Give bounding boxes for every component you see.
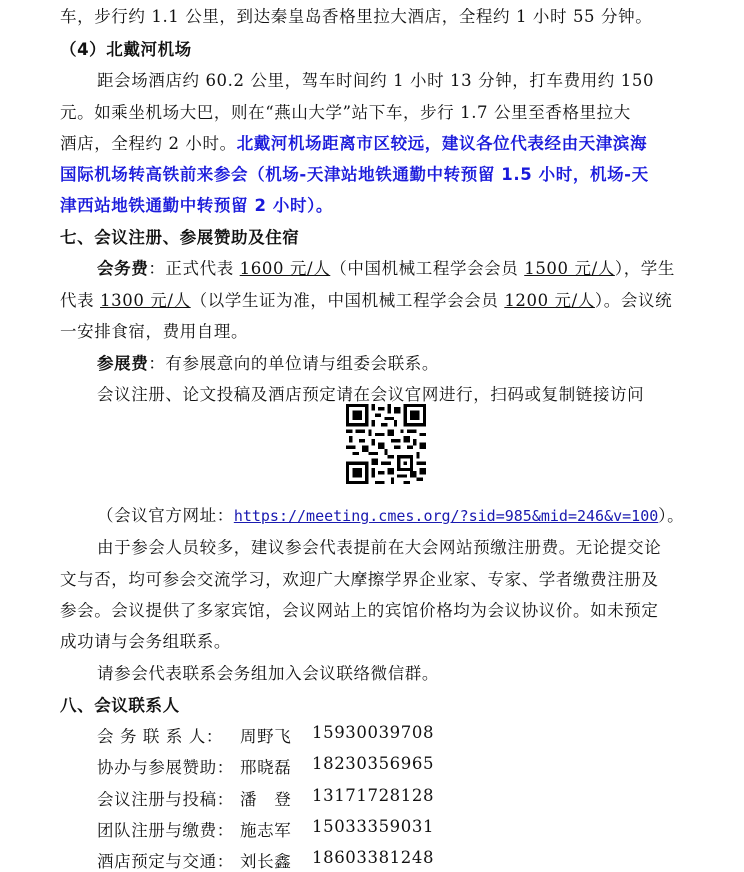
- paragraph-text: 酒店，全程约 2 小时。: [60, 134, 237, 153]
- contact-phone: 13171728128: [312, 786, 435, 805]
- highlighted-advice: 津西站地铁通勤中转预留 2 小时）。: [60, 196, 334, 215]
- contact-name: 邢晓磊: [240, 758, 292, 777]
- website-suffix: ）。: [658, 506, 685, 525]
- paragraph-line: 由于参会人员较多，建议参会代表提前在大会网站预缴注册费。无论提交论: [97, 538, 662, 557]
- fee-text: （以学生证为准，中国机械工程学会会员: [190, 291, 505, 310]
- paragraph-line: 会议注册、论文投稿及酒店预定请在会议官网进行，扫码或复制链接访问: [97, 385, 645, 404]
- paragraph-line: 车，步行约 1.1 公里，到达秦皇岛香格里拉大酒店，全程约 1 小时 55 分钟。: [60, 7, 653, 26]
- fee-amount: 1600 元/人: [239, 259, 331, 278]
- website-prefix: （会议官方网址：: [97, 506, 234, 525]
- paragraph-line: 距会场酒店约 60.2 公里，驾车时间约 1 小时 13 分钟，打车费用约 150: [97, 71, 655, 90]
- paragraph-line: 文与否，均可参会交流学习，欢迎广大摩擦学界企业家、专家、学者缴费注册及: [60, 570, 659, 589]
- contact-name: 施志军: [240, 821, 292, 840]
- fee-text: （中国机械工程学会会员: [330, 259, 525, 278]
- section-heading-8: 八、会议联系人: [60, 696, 180, 715]
- contact-name: 潘 登: [240, 790, 292, 809]
- paragraph-line: 元。如乘坐机场大巴，则在“燕山大学”站下车，步行 1.7 公里至香格里拉大: [60, 103, 631, 122]
- contact-phone: 15033359031: [312, 817, 435, 836]
- contact-role: 团队注册与缴费：: [97, 821, 234, 840]
- contact-phone: 18603381248: [312, 848, 435, 867]
- expo-line: [97, 350, 439, 374]
- contact-role: 会议注册与投稿：: [97, 790, 234, 809]
- expo-text: ：有参展意向的单位请与组委会联系。: [148, 354, 440, 373]
- contact-role: 酒店预定与交通：: [97, 852, 234, 871]
- section-heading-7: 七、会议注册、参展赞助及住宿: [60, 228, 300, 247]
- fee-text: ：正式代表: [148, 259, 240, 278]
- qr-code-icon[interactable]: [346, 404, 426, 484]
- fee-line: [97, 255, 675, 279]
- paragraph-line: [60, 130, 647, 154]
- contact-phone: 18230356965: [312, 754, 435, 773]
- contact-phone: 15930039708: [312, 723, 435, 742]
- fee-text: ）。会议统: [594, 291, 673, 310]
- fee-amount: 1200 元/人: [504, 291, 595, 310]
- contact-role: 会 务 联 系 人：: [97, 727, 223, 746]
- highlighted-advice: 国际机场转高铁前来参会（机场-天津站地铁通勤中转预留 1.5 小时，机场-天: [60, 165, 649, 184]
- highlighted-advice: 北戴河机场距离市区较远，建议各位代表经由天津滨海: [236, 134, 648, 153]
- fee-text: 代表: [60, 291, 101, 310]
- contact-name: 刘长鑫: [240, 852, 292, 871]
- expo-label: 参展费: [97, 354, 149, 373]
- contact-name: 周野飞: [240, 727, 292, 746]
- website-line: [97, 502, 684, 526]
- subheading-beidaihe-airport: （4）北戴河机场: [60, 40, 192, 59]
- fee-label: 会务费: [97, 259, 149, 278]
- paragraph-line: 一安排食宿，费用自理。: [60, 322, 249, 341]
- paragraph-line: 请参会代表联系会务组加入会议联络微信群。: [97, 664, 439, 683]
- contact-role: 协办与参展赞助：: [97, 758, 234, 777]
- fee-line: [60, 287, 672, 311]
- paragraph-line: 参会。会议提供了多家宾馆，会议网站上的宾馆价格均为会议协议价。如未预定: [60, 601, 659, 620]
- fee-amount: 1500 元/人: [524, 259, 615, 278]
- paragraph-line: 成功请与会务组联系。: [60, 632, 231, 651]
- fee-text: ），学生: [614, 259, 675, 278]
- fee-amount: 1300 元/人: [100, 291, 191, 310]
- conference-website-link[interactable]: https://meeting.cmes.org/?sid=985&mid=246&v=100: [233, 507, 659, 525]
